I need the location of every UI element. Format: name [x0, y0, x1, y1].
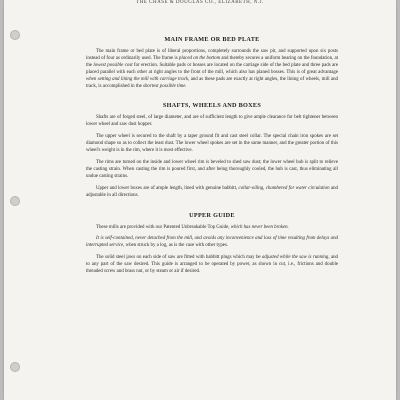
section-title: MAIN FRAME OR BED PLATE	[164, 36, 260, 43]
text-run: The solid steel jaws on each side of saw are fitted with babbitt plugs which may be	[96, 255, 262, 261]
binder-hole	[10, 362, 20, 372]
binder-holes	[10, 0, 20, 400]
italic-text: placed on the bottom	[178, 55, 221, 61]
italic-text: lowest possible cost	[93, 62, 133, 68]
text-run: for erection. Suitable pads or bosses are located on the carriage side of the bed plate and three pads are placed parallel with each other at right angles to the front of the mill, which also has planed bosses. This is of great advantage	[86, 62, 338, 75]
text-run: Shafts are of forged steel, of large diameter, and are of sufficient length to give ample clearance for belt tightener between lower wheel and saw dust hopper.	[86, 115, 338, 128]
italic-text: collar-oiling, chambered for water circulation	[238, 185, 330, 191]
binder-hole	[10, 196, 20, 206]
paragraph	[86, 236, 338, 250]
binder-hole	[10, 30, 20, 40]
paragraph	[86, 134, 338, 155]
italic-text: when setting and lining the mill with carriage track,	[86, 76, 190, 82]
document-page	[4, 0, 396, 400]
text-run: and as these pads are exactly at right angles, the lining of wheels, mill and track, is accomplished in the	[86, 76, 338, 89]
text-run: and to any part of the saw desired. This guide is arranged to be operated by power, as shown in cut, i.e., frictions and double threaded screw and brass nut, or by steam or air if desired.	[86, 255, 338, 275]
text-run: Upper and lower boxes are of ample length, lined with genuine babbitt,	[96, 185, 239, 191]
paragraph	[86, 255, 338, 276]
text-run: These mills are provided with our Patented Unbreakable Top Guide,	[96, 224, 231, 230]
document-body	[86, 36, 338, 288]
paragraph	[86, 115, 338, 129]
paragraph	[86, 225, 338, 232]
text-run: The upper wheel is secured to the shaft by a taper ground fit and cast steel collar. The special chain iron spokes are set diamond shape so as to collect the least dust. The lower wheel spokes are set in the same manner, and the greater portion of this wheel's weight is in the rim, where it is most effective.	[86, 134, 338, 154]
italic-text: It is self-contained, never detached from the mill, and avoids any inconvenience and loss of time resulting from delays and interrupted service,	[86, 236, 338, 249]
italic-text: which has never been broken.	[230, 224, 289, 230]
text-run: and adjustable in all directions.	[86, 185, 338, 198]
section	[86, 102, 338, 199]
text-run: when struck by a log, as is the case with other types.	[124, 243, 229, 249]
text-run: The rims are turned on the inside and lower wheel rim is beveled to shed saw dust; the lower wheel hub is split to relieve the casting strain. When casting the rim is poured first, and after being thoroughly cooled, the hub is cast, thus eliminating all undue casting strains.	[86, 159, 338, 179]
section-title: UPPER GUIDE	[189, 211, 235, 219]
paragraph	[86, 49, 338, 90]
page-header: THE CHASE & DOUGLAS CO., ELIZABETH, N.J.	[136, 0, 264, 5]
section-title: SHAFTS, WHEELS AND BOXES	[162, 102, 262, 110]
italic-text: adjusted while the saw is running,	[261, 255, 330, 261]
text-run: and thereby secures a uniform bearing on the foundation, at the	[86, 55, 338, 68]
paragraph	[86, 160, 338, 181]
italic-text: shortest possible time.	[143, 83, 187, 89]
text-run: The main frame or bed plate is of liberal proportions, completely surrounds the saw pit, and supported upon six posts instead of four as ordinarily used. The frame is	[86, 49, 338, 61]
section	[86, 36, 338, 90]
section	[86, 212, 338, 276]
paragraph	[86, 186, 338, 200]
